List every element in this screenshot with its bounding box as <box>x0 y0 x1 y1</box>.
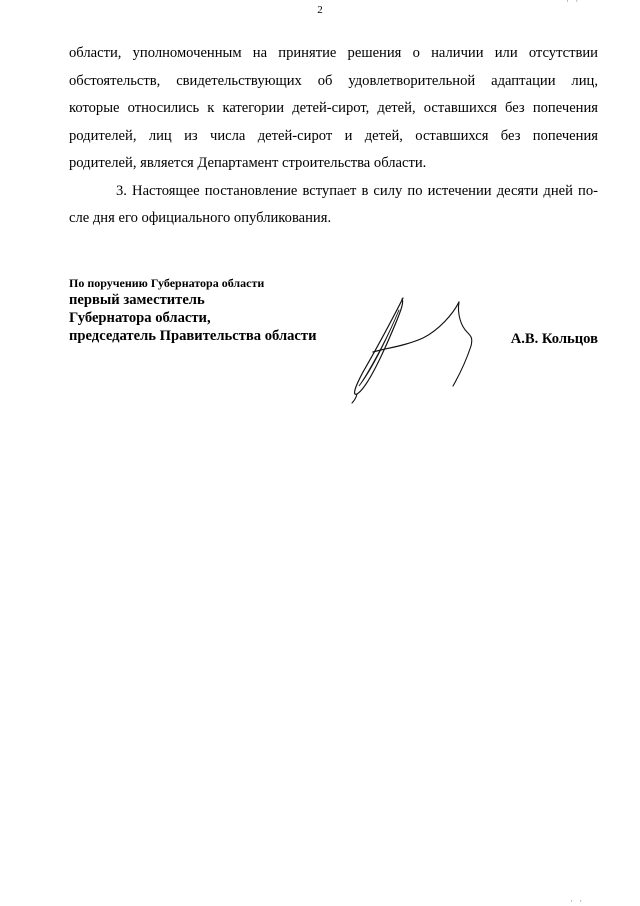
scan-mark-bottom: · · <box>570 896 585 906</box>
page-number: 2 <box>317 4 323 16</box>
scan-mark-top: · · <box>566 0 581 6</box>
signature-block <box>69 275 598 345</box>
paragraph-2 <box>69 40 598 178</box>
text-line: родителей, является Департамент строительства области. <box>69 155 427 171</box>
signer-position-line: первый заместитель <box>69 292 205 308</box>
text-line: 3. Настоящее постановление вступает в силу по истечении десяти дней по- <box>116 182 598 199</box>
signer-position-line: Губернатора области, <box>69 310 211 326</box>
text-line: обстоятельств, свидетельствующих об удовлетворительной адаптации лиц, <box>69 72 598 89</box>
handwritten-signature <box>335 290 485 405</box>
text-line: сле дня его официального опубликования. <box>69 210 332 226</box>
document-body <box>69 40 598 233</box>
text-line: которые относились к категории детей-сирот, детей, оставшихся без попечения <box>69 100 598 116</box>
text-line: родителей, лиц из числа детей-сирот и детей, оставшихся без попечения <box>69 127 598 144</box>
on-behalf-label: По поручению Губернатора области <box>69 276 265 290</box>
text-line: области, уполномоченным на принятие решения о наличии или отсутствии <box>69 45 598 61</box>
paragraph-3 <box>69 178 598 233</box>
signer-name: А.В. Кольцов <box>510 331 598 347</box>
signer-position-line: председатель Правительства области <box>69 328 317 344</box>
